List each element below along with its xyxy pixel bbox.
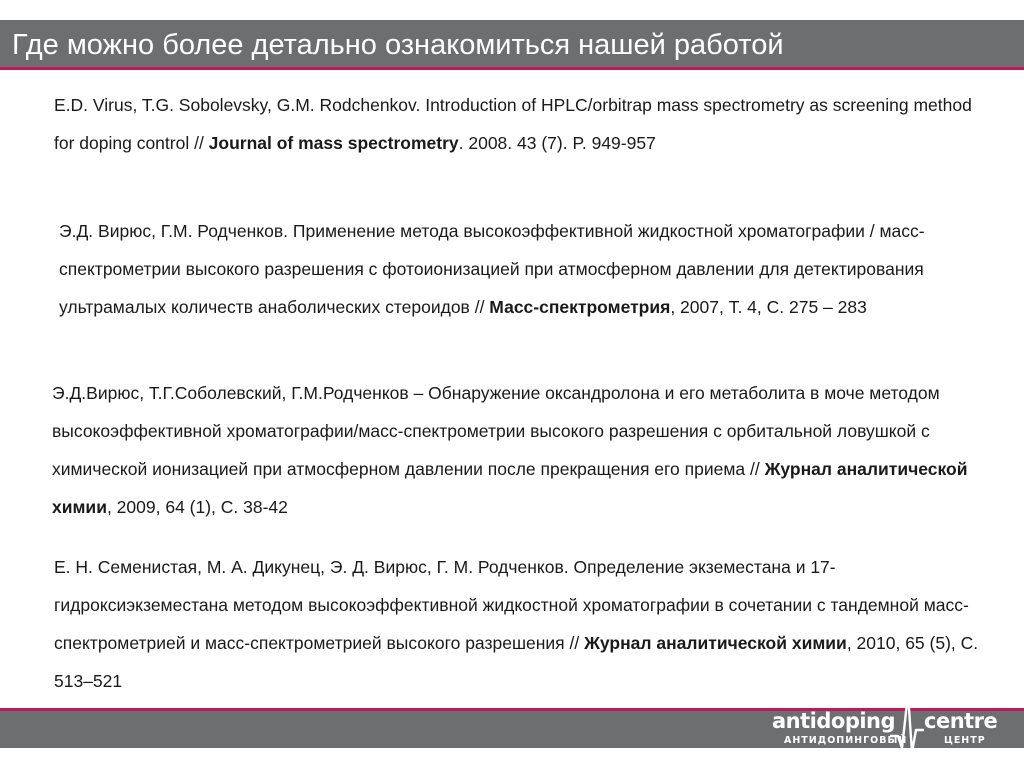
reference-details: , 2010, 65 (5), С. 513–521 — [54, 633, 979, 691]
page-title: Где можно более детально ознакомиться нашей работой — [12, 29, 784, 61]
reference-4 — [54, 548, 984, 700]
journal-name: Масс-спектрометрия — [489, 297, 671, 317]
reference-text: Э.Д.Вирюс, Т.Г.Соболевский, Г.М.Родченков – Обнаружение оксандролона и его метаболита в моче методом высокоэффективной хроматографии/масс-спектрометрии высокого разрешения с орбитальной ловушкой с химической ионизацией при атмосферном давлении после прекращения его приема // — [52, 383, 940, 479]
antidoping-centre-logo — [772, 690, 1002, 756]
pulse-mark-icon — [890, 690, 924, 756]
reference-text: E.D. Virus, T.G. Sobolevsky, G.M. Rodchenkov. Introduction of HPLC/orbitrap mass spectrometry as screening method for doping control // — [54, 95, 972, 153]
reference-2 — [59, 212, 939, 326]
reference-3 — [52, 374, 982, 526]
title-bar — [0, 20, 1024, 70]
journal-name: Journal of mass spectrometry — [208, 133, 459, 153]
journal-name: Журнал аналитической химии — [52, 459, 968, 517]
reference-details: , 2009, 64 (1), С. 38-42 — [106, 497, 288, 517]
reference-1 — [54, 86, 974, 162]
logo-word-right: centre — [924, 709, 998, 733]
logo-subtitle-right: ЦЕНТР — [944, 735, 986, 746]
logo-word-left: antidoping — [772, 709, 896, 733]
logo-subtitle-left: АНТИДОПИНГОВЫЙ — [784, 735, 908, 746]
reference-details: , 2007, Т. 4, С. 275 – 283 — [670, 297, 867, 317]
reference-text: Э.Д. Вирюс, Г.М. Родченков. Применение метода высокоэффективной жидкостной хроматографии / масс-спектрометрии высокого разрешения с фотоионизацией при атмосферном давлении для детектирования ультрамалых количеств анаболических стероидов // — [59, 221, 925, 317]
journal-name: Журнал аналитической химии — [584, 633, 847, 653]
reference-details: . 2008. 43 (7). P. 949-957 — [458, 133, 656, 153]
reference-text: Е. Н. Семенистая, М. А. Дикунец, Э. Д. Вирюс, Г. М. Родченков. Определение экземестана и 17-гидроксиэкземестана методом высокоэффективной жидкостной хроматографии в сочетании с тандемной масс-спектрометрией и масс-спектрометрией высокого разрешения // — [54, 557, 969, 653]
